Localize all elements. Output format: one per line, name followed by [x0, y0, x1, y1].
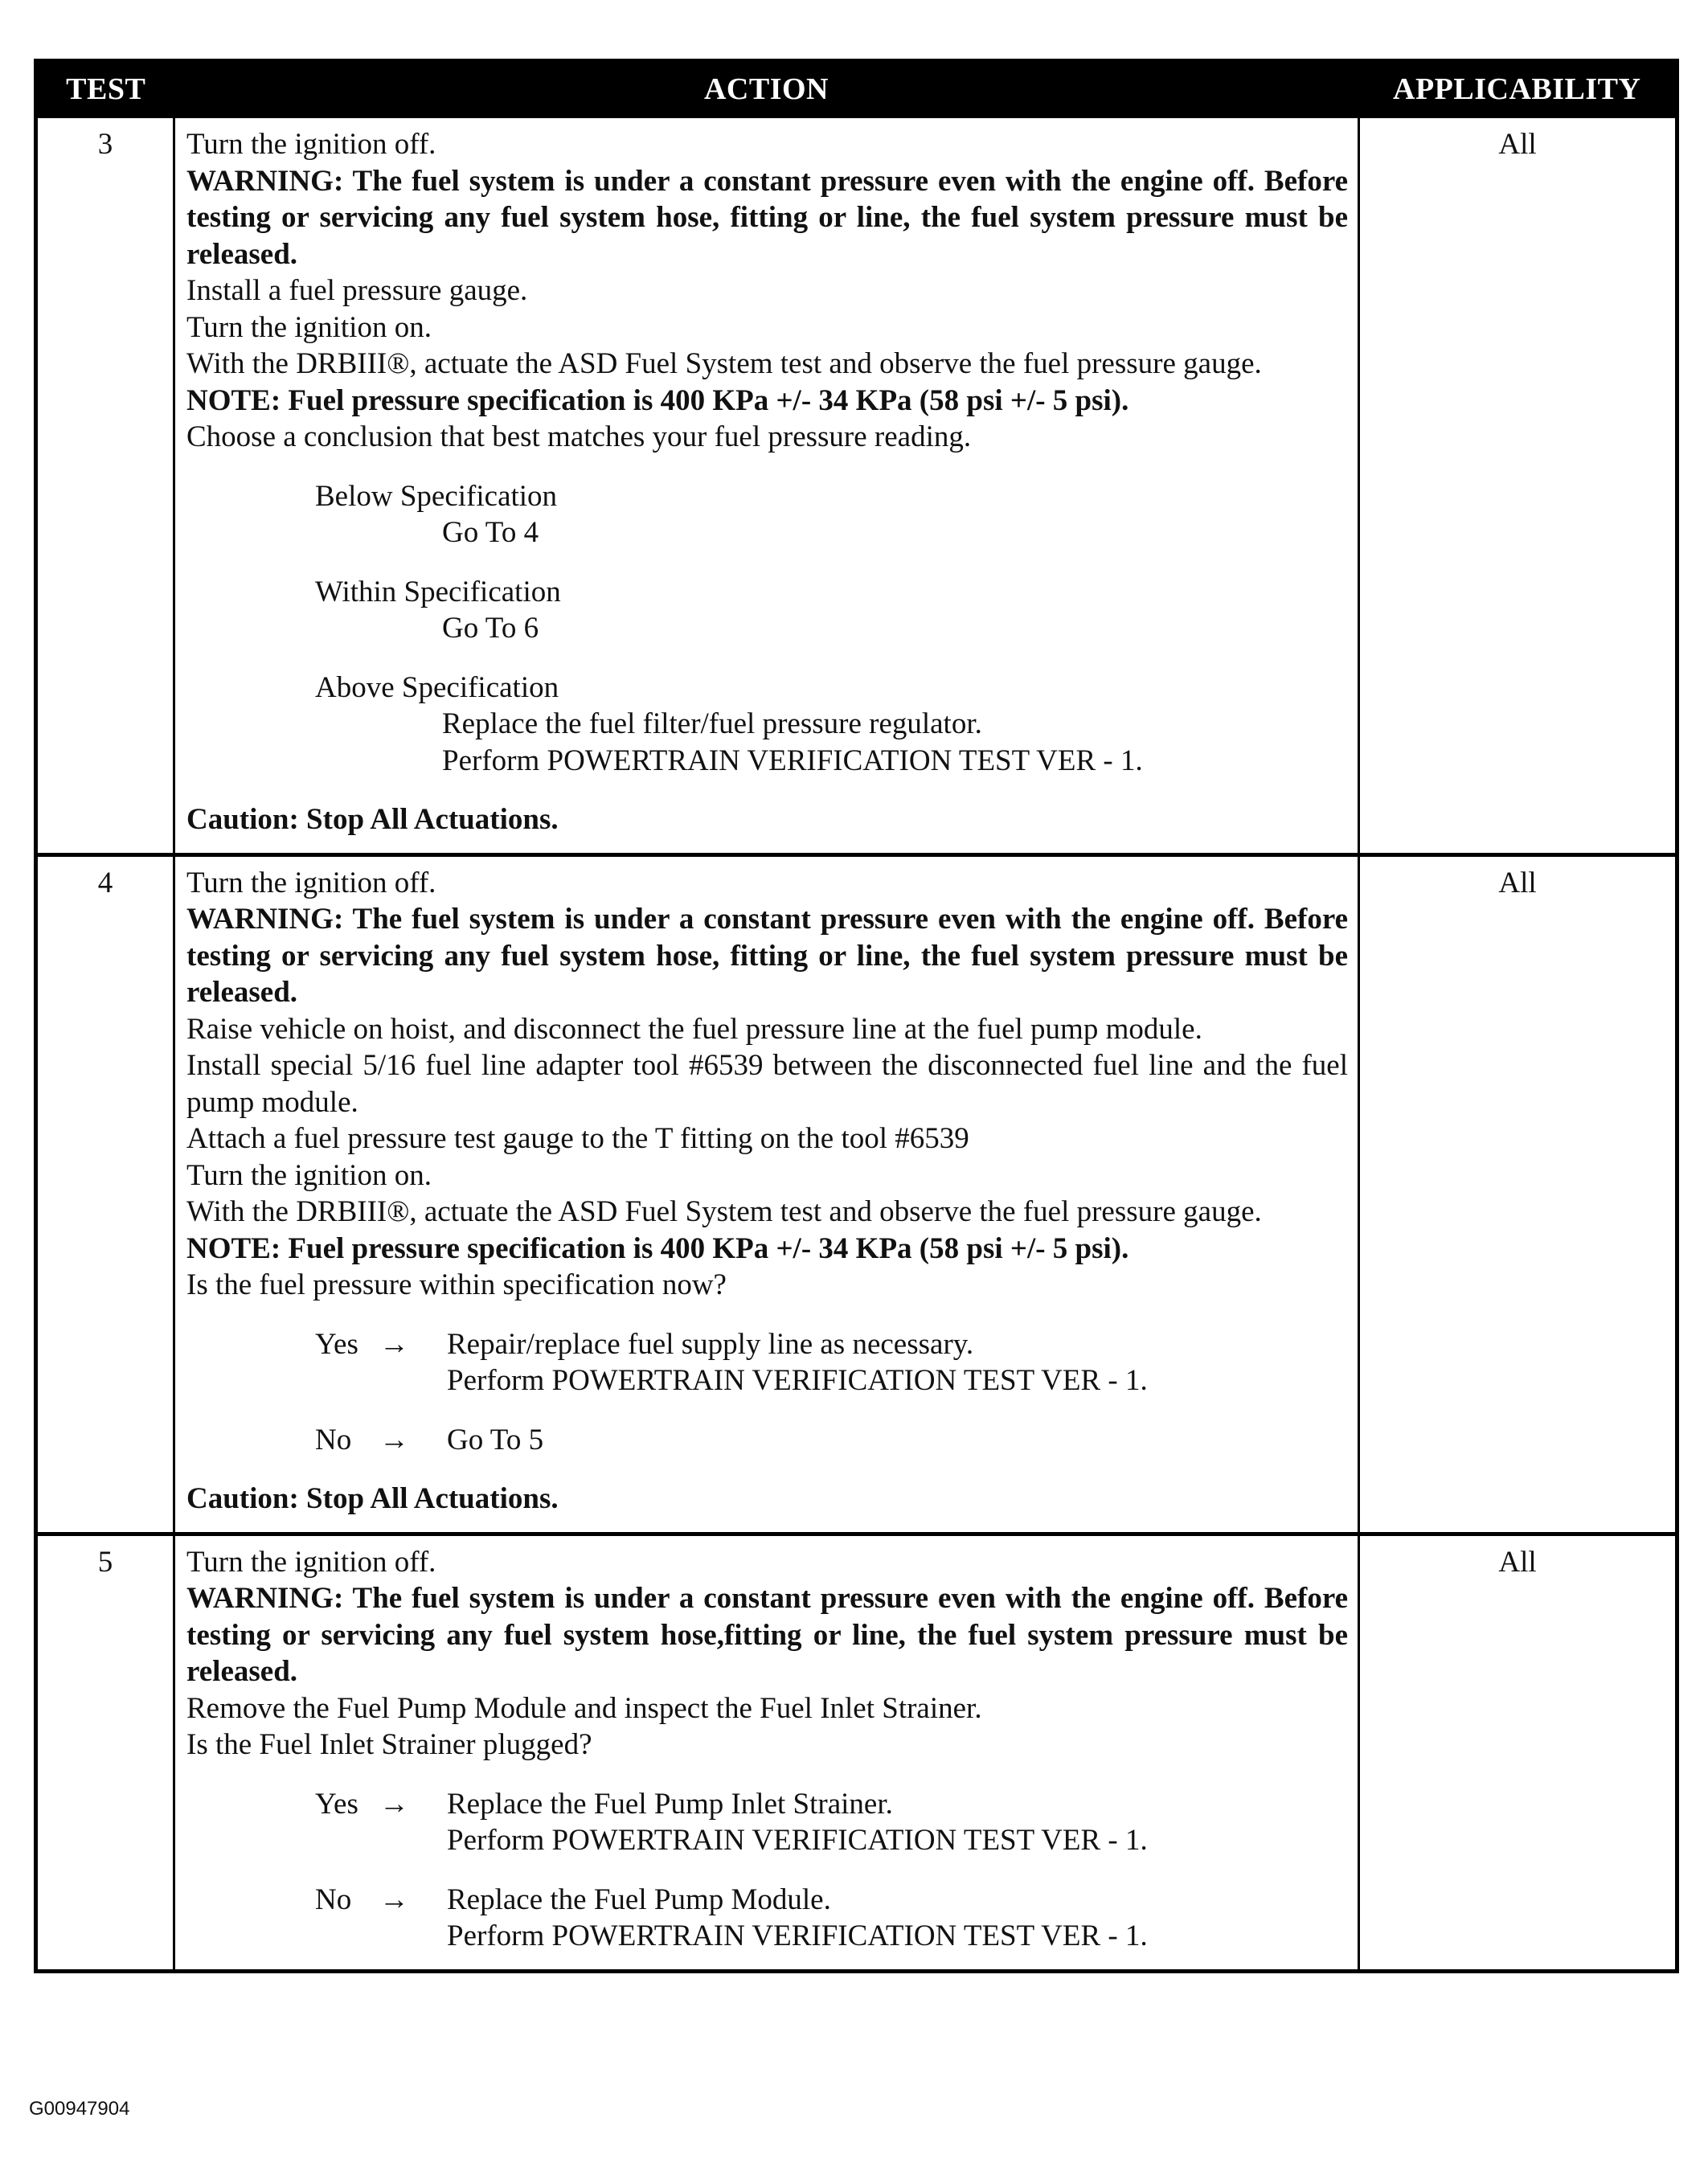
choice-no — [315, 1422, 1348, 1459]
table-row-test-4 — [36, 854, 1677, 1534]
header-applicability: APPLICABILITY — [1359, 61, 1677, 117]
warning-text: WARNING: The fuel system is under a constant pressure even with the engine off. Before testing or servicing any fuel system hose, fitting or line, the fuel system pressure must be released. — [186, 164, 1348, 271]
result-line: Repair/replace fuel supply line as necessary. — [447, 1327, 974, 1361]
branch-below-spec — [315, 478, 1348, 551]
answer-label: No — [315, 1423, 352, 1456]
branch-label: Below Specification — [315, 479, 558, 513]
caution-text: Caution: Stop All Actuations. — [186, 1482, 559, 1515]
table-row-test-3 — [36, 117, 1677, 855]
arrow-right-icon: → — [379, 1423, 409, 1456]
step-text: Turn the ignition on. — [186, 310, 432, 344]
branch-result: Go To 6 — [442, 612, 539, 645]
arrow-right-icon: → — [379, 1882, 409, 1916]
choice-yes — [315, 1326, 1348, 1399]
answer-label: Yes — [315, 1787, 358, 1821]
warning-text: WARNING: The fuel system is under a constant pressure even with the engine off. Before testing or servicing any fuel system hose, fitting or line, the fuel system pressure must be released. — [186, 903, 1348, 1009]
choice-result — [447, 1786, 1148, 1859]
question-text: Choose a conclusion that best matches your fuel pressure reading. — [186, 420, 972, 453]
warning-text: WARNING: The fuel system is under a constant pressure even with the engine off. Before testing or servicing any fuel system hose,fitting or line, the fuel system pressure must be released. — [186, 1582, 1348, 1688]
table-header-row — [36, 61, 1677, 117]
branch-above-spec — [315, 670, 1348, 780]
test-number: 5 — [36, 1534, 174, 1971]
step-text: Remove the Fuel Pump Module and inspect the Fuel Inlet Strainer. — [186, 1691, 982, 1725]
arrow-right-icon: → — [379, 1787, 409, 1821]
header-test: TEST — [36, 61, 174, 117]
step-text: Turn the ignition off. — [186, 866, 436, 899]
step-text: Turn the ignition off. — [186, 1545, 436, 1579]
branch-result: Go To 4 — [442, 516, 539, 549]
test-action-cell — [174, 854, 1359, 1534]
step-text: Turn the ignition off. — [186, 128, 436, 161]
branch-label: Above Specification — [315, 670, 559, 704]
applicability-value: All — [1359, 117, 1677, 855]
step-text: Turn the ignition on. — [186, 1158, 432, 1192]
test-number: 3 — [36, 117, 174, 855]
choice-result — [447, 1882, 1148, 1955]
test-number: 4 — [36, 854, 174, 1534]
choice-no — [315, 1882, 1348, 1955]
diagnostic-test-table — [34, 59, 1679, 1973]
note-text: NOTE: Fuel pressure specification is 400 KPa +/- 34 KPa (58 psi +/- 5 psi). — [186, 383, 1129, 417]
step-text: With the DRBIII®, actuate the ASD Fuel System test and observe the fuel pressure gauge. — [186, 347, 1262, 380]
document-id: G00947904 — [29, 2098, 130, 2120]
step-text: Attach a fuel pressure test gauge to the T fitting on the tool #6539 — [186, 1122, 969, 1155]
step-text: Install special 5/16 fuel line adapter tool #6539 between the disconnected fuel line and the fuel pump module. — [186, 1049, 1348, 1119]
header-action: ACTION — [174, 61, 1359, 117]
table-row-test-5 — [36, 1534, 1677, 1971]
test-action-cell — [174, 1534, 1359, 1971]
branch-result: Replace the fuel filter/fuel pressure regulator. — [442, 707, 982, 740]
choice-yes — [315, 1786, 1348, 1859]
result-line: Replace the Fuel Pump Module. — [447, 1882, 831, 1916]
step-text: Install a fuel pressure gauge. — [186, 274, 528, 307]
test-action-cell — [174, 117, 1359, 855]
result-line: Perform POWERTRAIN VERIFICATION TEST VER - 1. — [447, 1919, 1148, 1952]
result-line: Perform POWERTRAIN VERIFICATION TEST VER - 1. — [447, 1364, 1148, 1397]
choice-result — [447, 1326, 1148, 1399]
question-text: Is the fuel pressure within specification now? — [186, 1268, 727, 1301]
note-text: NOTE: Fuel pressure specification is 400 KPa +/- 34 KPa (58 psi +/- 5 psi). — [186, 1231, 1129, 1265]
question-text: Is the Fuel Inlet Strainer plugged? — [186, 1728, 592, 1761]
result-line: Go To 5 — [447, 1423, 544, 1456]
applicability-value: All — [1359, 1534, 1677, 1971]
step-text: Raise vehicle on hoist, and disconnect the fuel pressure line at the fuel pump module. — [186, 1012, 1202, 1046]
choice-result — [447, 1422, 543, 1459]
applicability-value: All — [1359, 854, 1677, 1534]
branch-within-spec — [315, 574, 1348, 647]
result-line: Replace the Fuel Pump Inlet Strainer. — [447, 1787, 893, 1821]
result-line: Perform POWERTRAIN VERIFICATION TEST VER - 1. — [447, 1824, 1148, 1857]
answer-label: Yes — [315, 1327, 358, 1361]
step-text: With the DRBIII®, actuate the ASD Fuel System test and observe the fuel pressure gauge. — [186, 1195, 1262, 1228]
answer-label: No — [315, 1882, 352, 1916]
branch-result: Perform POWERTRAIN VERIFICATION TEST VER - 1. — [442, 744, 1143, 777]
branch-label: Within Specification — [315, 575, 561, 608]
arrow-right-icon: → — [379, 1327, 409, 1361]
caution-text: Caution: Stop All Actuations. — [186, 803, 559, 836]
